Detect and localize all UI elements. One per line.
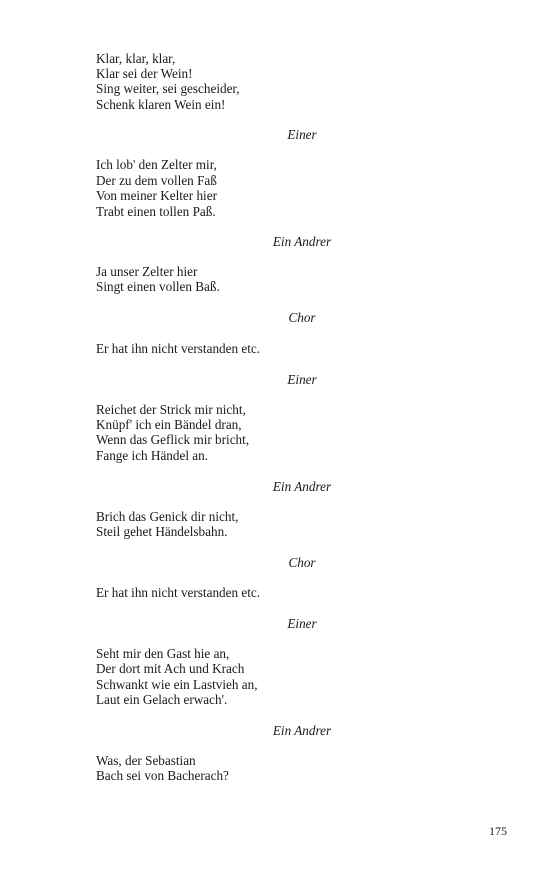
verse-line: Fange ich Händel an. bbox=[96, 448, 209, 463]
verse-line: Bach sei von Bacherach? bbox=[96, 768, 229, 783]
verse-line: Ja unser Zelter hier bbox=[96, 264, 198, 279]
verse-line: Knüpf' ich ein Bändel dran, bbox=[96, 417, 242, 432]
verse-line: Der zu dem vollen Faß bbox=[96, 173, 217, 188]
verse-line: Er hat ihn nicht verstanden etc. bbox=[96, 341, 261, 356]
verse-line: Brich das Genick dir nicht, bbox=[96, 509, 239, 524]
verse-line: Seht mir den Gast hie an, bbox=[96, 646, 230, 661]
verse-line: Er hat ihn nicht verstanden etc. bbox=[96, 585, 261, 600]
verse-line: Laut ein Gelach erwach'. bbox=[96, 692, 228, 707]
verse-line: Ich lob' den Zelter mir, bbox=[96, 157, 217, 172]
verse-line: Singt einen vollen Baß. bbox=[96, 279, 220, 294]
speaker-label: Ein Andrer bbox=[272, 234, 332, 249]
verse-line: Reichet der Strick mir nicht, bbox=[96, 402, 246, 417]
verse-line: Wenn das Geflick mir bricht, bbox=[96, 432, 250, 447]
speaker-label: Ein Andrer bbox=[272, 479, 332, 494]
speaker-label: Chor bbox=[288, 310, 316, 325]
verse-line: Was, der Sebastian bbox=[96, 753, 196, 768]
speaker-label: Chor bbox=[288, 555, 316, 570]
speaker-label: Einer bbox=[287, 372, 317, 387]
verse-line: Sing weiter, sei gescheider, bbox=[96, 81, 240, 96]
speaker-label: Ein Andrer bbox=[272, 723, 332, 738]
verse-line: Trabt einen tollen Paß. bbox=[96, 204, 216, 219]
verse-line: Der dort mit Ach und Krach bbox=[96, 661, 245, 676]
speaker-label: Einer bbox=[287, 616, 317, 631]
verse-line: Klar sei der Wein! bbox=[96, 66, 193, 81]
verse-line: Steil gehet Händelsbahn. bbox=[96, 524, 228, 539]
verse-line: Von meiner Kelter hier bbox=[96, 188, 217, 203]
verse-line: Klar, klar, klar, bbox=[96, 51, 176, 66]
verse-line: Schwankt wie ein Lastvieh an, bbox=[96, 677, 258, 692]
page-number: 175 bbox=[489, 824, 507, 838]
speaker-label: Einer bbox=[287, 127, 317, 142]
verse-line: Schenk klaren Wein ein! bbox=[96, 97, 226, 112]
